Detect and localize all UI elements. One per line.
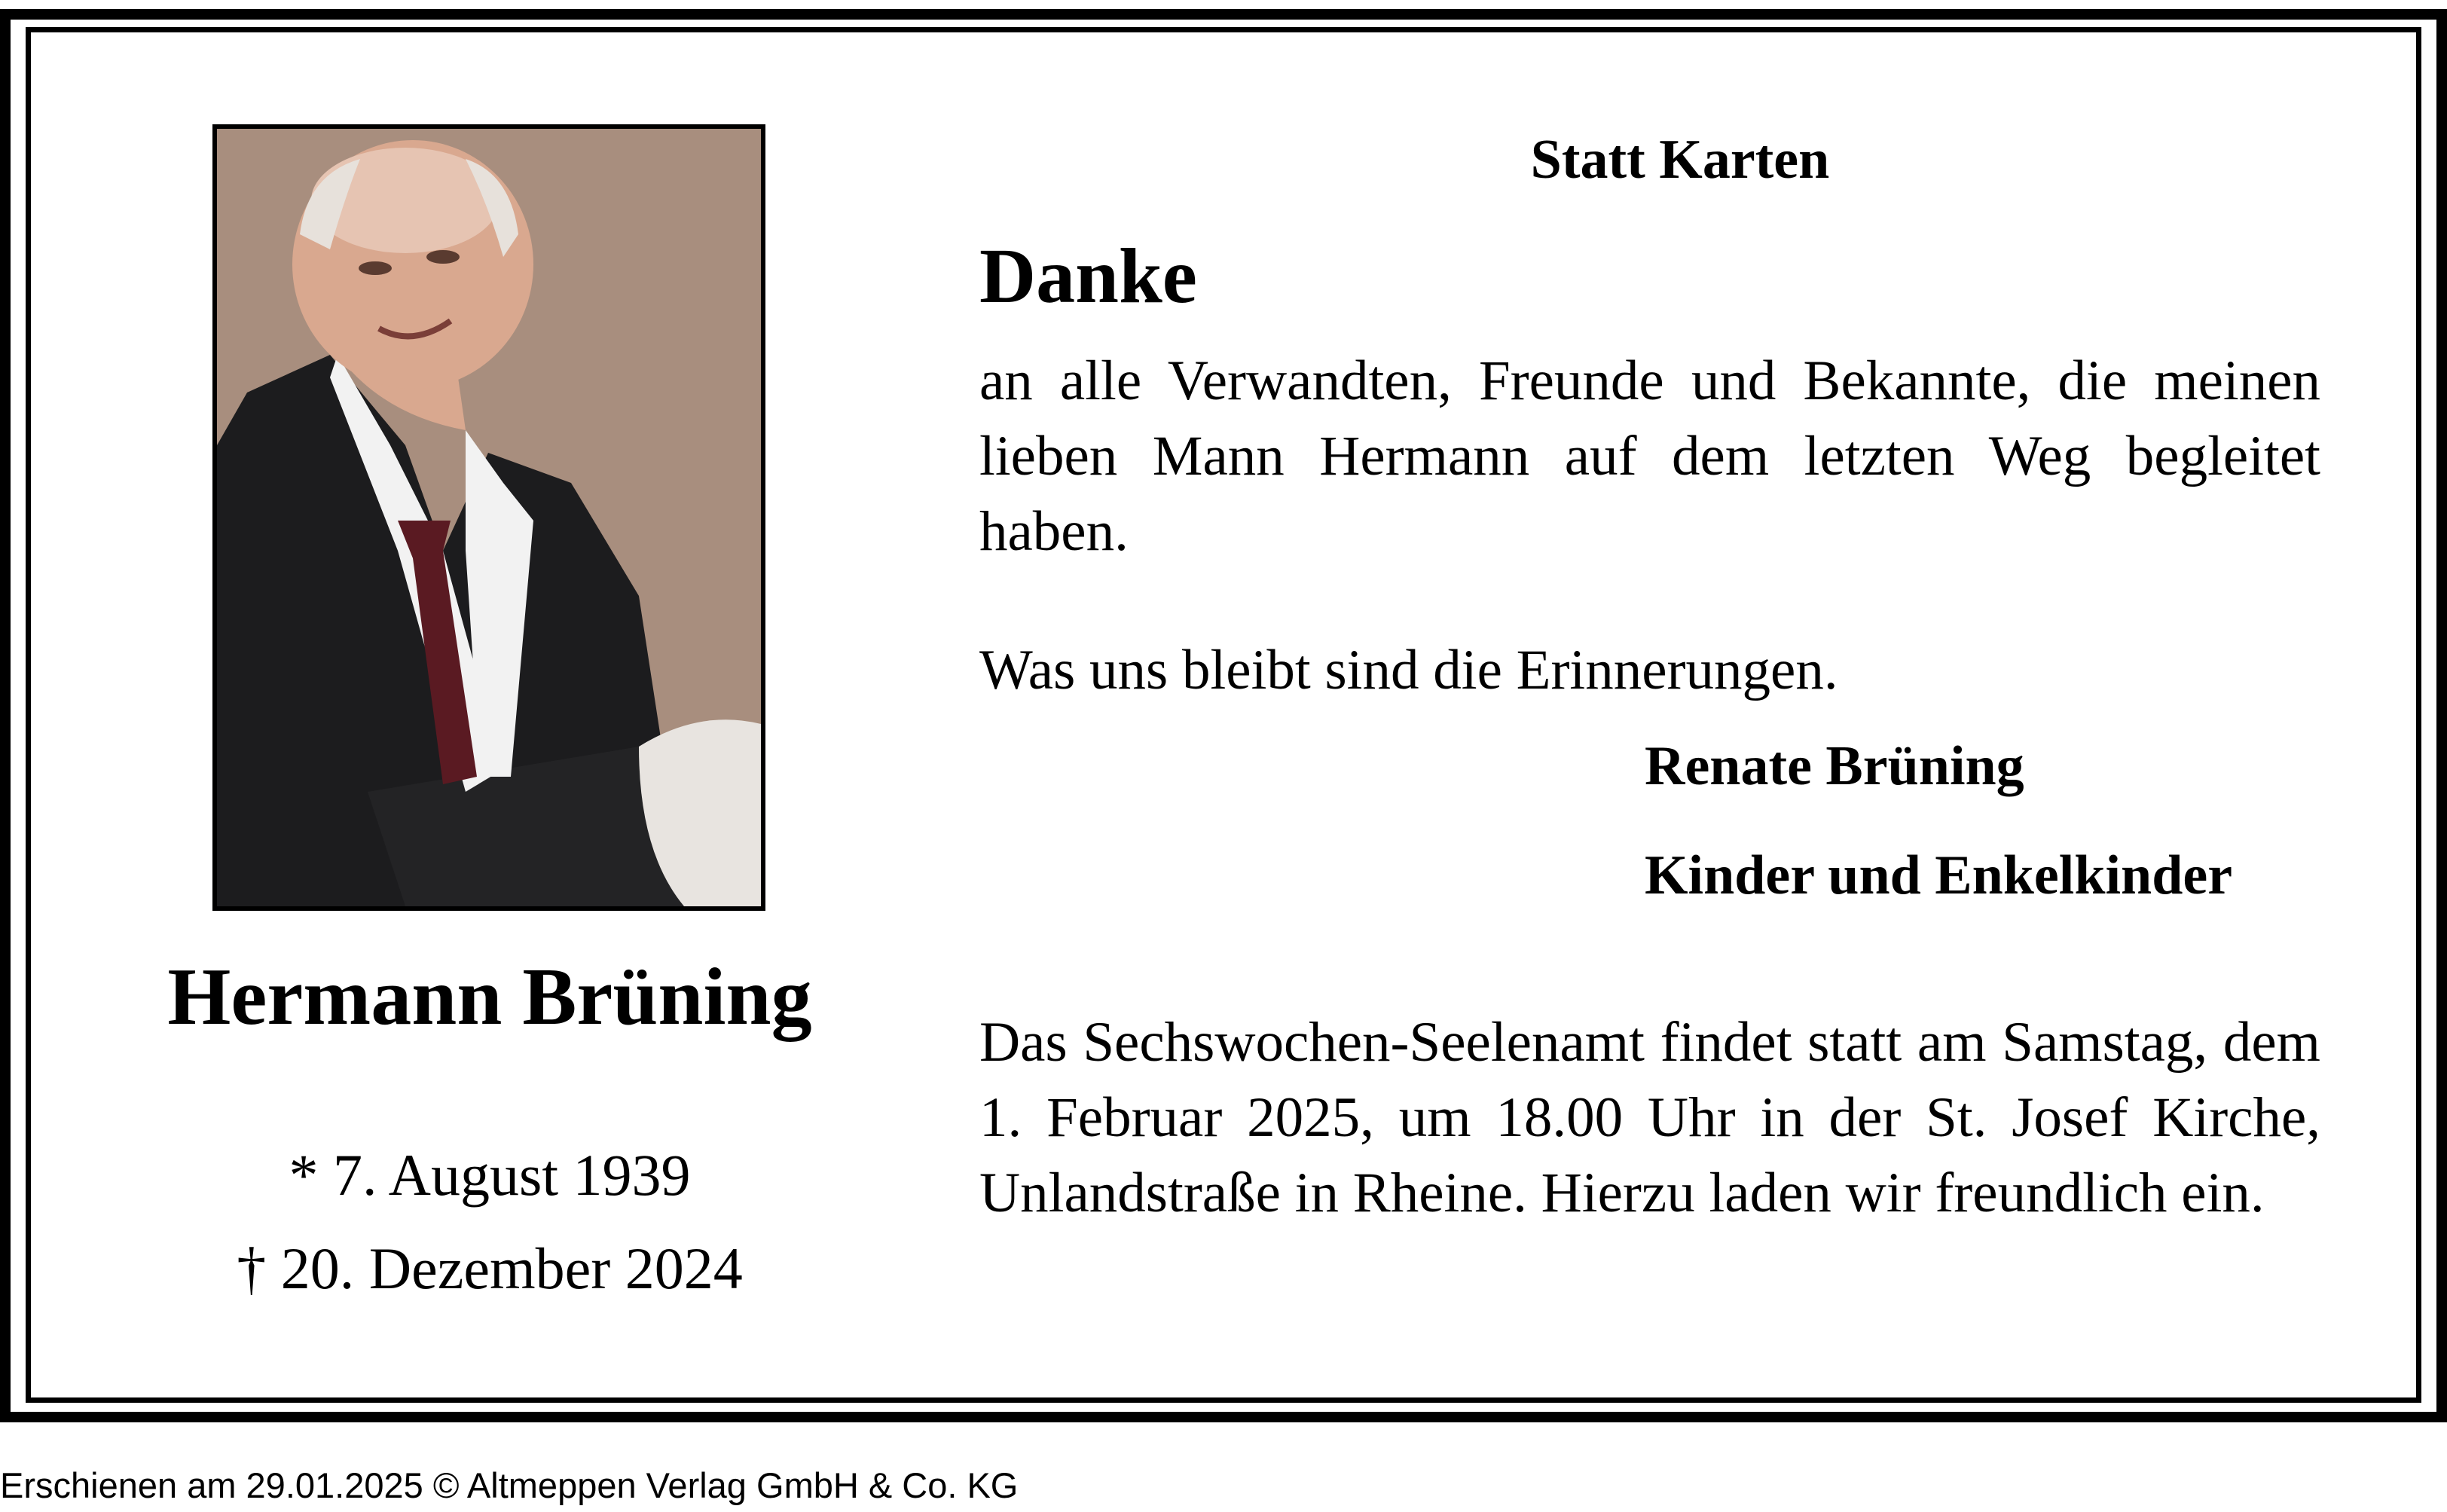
signature-family: Kinder und Enkelkinder bbox=[1645, 845, 2233, 906]
thanks-paragraph: an alle Verwandten, Freunde und Bekannte, die meinen lieben Mann Hermann auf dem letzten Weg begleitet haben. bbox=[979, 350, 2320, 563]
portrait-illustration bbox=[217, 129, 761, 906]
statt-karten-heading: Statt Karten bbox=[1530, 129, 1830, 191]
deceased-name: Hermann Brüning bbox=[167, 952, 812, 1042]
birth-date: * 7. August 1939 bbox=[289, 1142, 691, 1208]
portrait-photo bbox=[212, 124, 765, 911]
service-announcement: Das Sechswochen-Seelenamt findet statt am Samstag, dem 1. Februar 2025, um 18.00 Uhr in der St. Josef Kirche, Unlandstraße in Rheine. Hierzu laden wir freundlich ein. bbox=[979, 1011, 2320, 1224]
memories-line: Was uns bleibt sind die Erinnerungen. bbox=[979, 639, 1838, 701]
publication-footer: Erschienen am 29.01.2025 © Altmeppen Verlag GmbH & Co. KG bbox=[0, 1465, 1019, 1505]
signature-spouse: Renate Brüning bbox=[1645, 735, 2024, 797]
death-date: † 20. Dezember 2024 bbox=[237, 1236, 743, 1301]
danke-heading: Danke bbox=[979, 233, 1197, 319]
